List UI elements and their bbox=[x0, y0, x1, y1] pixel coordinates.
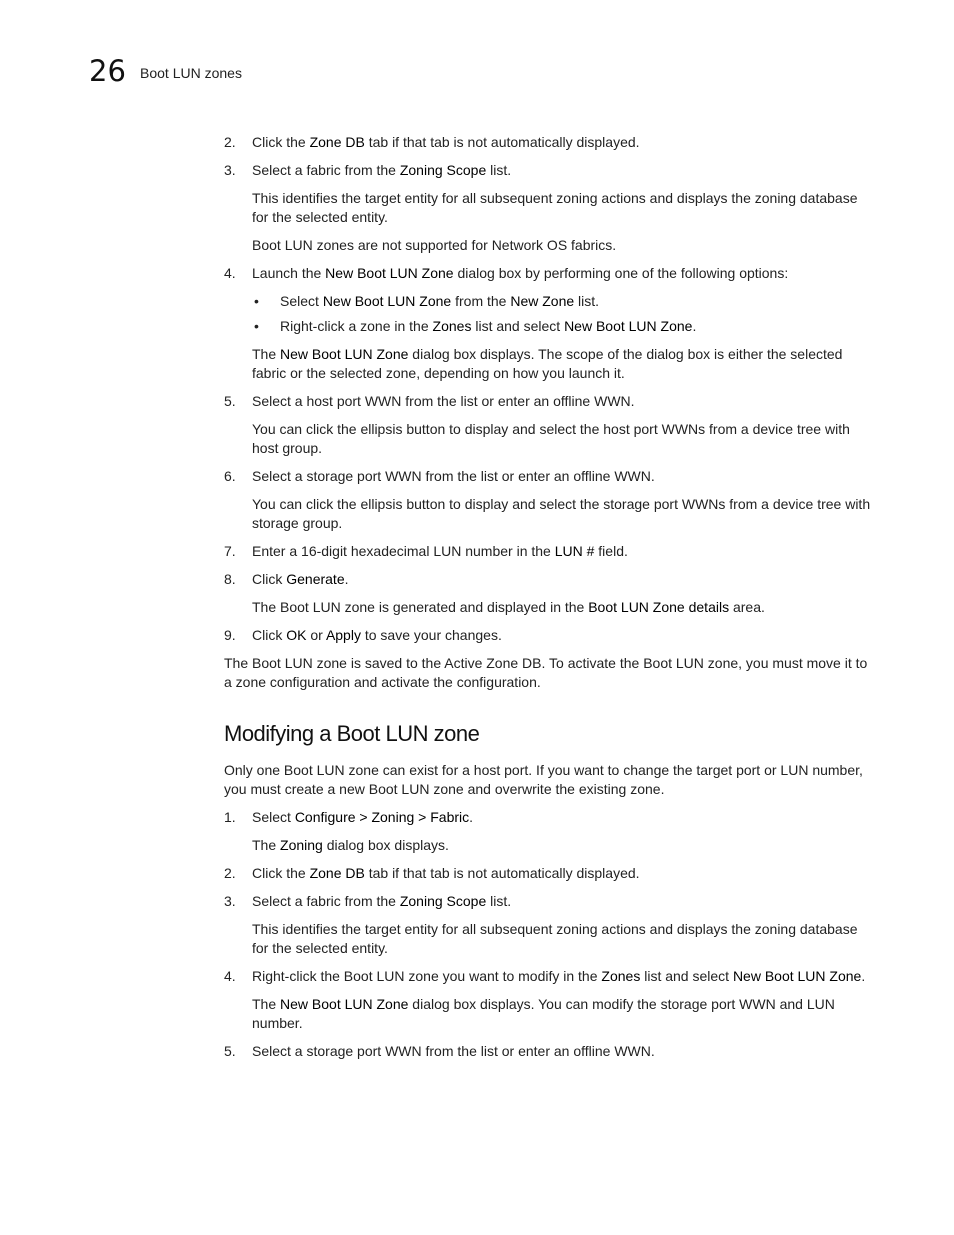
step-number: 7. bbox=[224, 543, 236, 559]
ui-term: LUN # bbox=[554, 543, 595, 559]
ui-term: Zones bbox=[432, 318, 472, 334]
ui-term: Zoning bbox=[280, 837, 323, 853]
step-item: 9. Click OK or Apply to save your changes. bbox=[224, 627, 502, 643]
step-item: 4. Right-click the Boot LUN zone you want to modify in the Zones list and select New Boot LUN Zone. bbox=[224, 968, 866, 984]
bullet-item: • Right-click a zone in the Zones list and select New Boot LUN Zone. bbox=[254, 318, 697, 334]
step-item: 5. Select a storage port WWN from the list or enter an offline WWN. bbox=[224, 1043, 655, 1059]
ui-term: New Boot LUN Zone bbox=[564, 318, 693, 334]
ui-term: Configure > Zoning > Fabric bbox=[294, 809, 470, 825]
page-content bbox=[224, 133, 872, 1070]
step-item: 4. Launch the New Boot LUN Zone dialog box by performing one of the following options: bbox=[224, 265, 789, 281]
step-note: You can click the ellipsis button to display and select the storage port WWNs from a device tree with storage group. bbox=[252, 496, 871, 531]
ui-term: New Boot LUN Zone bbox=[732, 968, 862, 984]
ui-term: Generate bbox=[286, 571, 345, 587]
step-item: 2. Click the Zone DB tab if that tab is not automatically displayed. bbox=[224, 865, 640, 881]
bullet-icon: • bbox=[254, 293, 259, 309]
step-note: The Zoning dialog box displays. bbox=[252, 837, 449, 853]
bullet-icon: • bbox=[254, 318, 259, 334]
step-item: 8. Click Generate. bbox=[224, 571, 349, 587]
bullet-item: • Select New Boot LUN Zone from the New Zone list. bbox=[254, 293, 600, 309]
ui-term: New Zone bbox=[510, 293, 575, 309]
step-note: This identifies the target entity for all subsequent zoning actions and displays the zoning database for the selected entity. bbox=[252, 190, 858, 225]
step-number: 1. bbox=[224, 809, 236, 825]
ui-term: Zone DB bbox=[309, 134, 365, 150]
ui-term: OK bbox=[286, 627, 307, 643]
step-number: 4. bbox=[224, 265, 236, 281]
ui-term: New Boot LUN Zone bbox=[280, 346, 409, 362]
step-number: 4. bbox=[224, 968, 236, 984]
step-item: 7. Enter a 16-digit hexadecimal LUN number in the LUN # field. bbox=[224, 543, 628, 559]
ui-term: New Boot LUN Zone bbox=[322, 293, 452, 309]
step-item: 1. Select Configure > Zoning > Fabric. bbox=[224, 809, 474, 825]
ui-term: Zone DB bbox=[309, 865, 365, 881]
ui-term: New Boot LUN Zone bbox=[280, 996, 409, 1012]
ui-term: Zones bbox=[601, 968, 641, 984]
step-note: The New Boot LUN Zone dialog box displays. The scope of the dialog box is either the selected fabric or the selected zone, depending on how you launch it. bbox=[252, 346, 843, 381]
ui-term: Zoning Scope bbox=[399, 162, 487, 178]
chapter-title: Boot LUN zones bbox=[140, 65, 242, 81]
step-number: 5. bbox=[224, 1043, 236, 1059]
step-number: 9. bbox=[224, 627, 236, 643]
step-number: 2. bbox=[224, 134, 236, 150]
step-note: The Boot LUN zone is generated and displayed in the Boot LUN Zone details area. bbox=[252, 599, 765, 615]
step-note: The New Boot LUN Zone dialog box displays. You can modify the storage port WWN and LUN number. bbox=[252, 996, 835, 1031]
ui-term: Boot LUN Zone details bbox=[588, 599, 730, 615]
step-item: 5. Select a host port WWN from the list or enter an offline WWN. bbox=[224, 393, 635, 409]
intro-paragraph: Only one Boot LUN zone can exist for a host port. If you want to change the target port or LUN number, you must create a new Boot LUN zone and overwrite the existing zone. bbox=[224, 762, 863, 797]
step-item: 2. Click the Zone DB tab if that tab is not automatically displayed. bbox=[224, 134, 640, 150]
step-note: You can click the ellipsis button to display and select the host port WWNs from a device tree with host group. bbox=[252, 421, 850, 456]
step-item: 3. Select a fabric from the Zoning Scope list. bbox=[224, 162, 512, 178]
chapter-number: 26 bbox=[89, 54, 126, 88]
closing-paragraph: The Boot LUN zone is saved to the Active Zone DB. To activate the Boot LUN zone, you must move it to a zone configuration and activate the configuration. bbox=[224, 655, 868, 690]
step-number: 8. bbox=[224, 571, 236, 587]
step-number: 3. bbox=[224, 162, 236, 178]
step-number: 6. bbox=[224, 468, 236, 484]
step-number: 5. bbox=[224, 393, 236, 409]
ui-term: Zoning Scope bbox=[399, 893, 487, 909]
step-number: 3. bbox=[224, 893, 236, 909]
section-heading: Modifying a Boot LUN zone bbox=[224, 721, 480, 746]
ui-term: New Boot LUN Zone bbox=[325, 265, 454, 281]
step-item: 3. Select a fabric from the Zoning Scope list. bbox=[224, 893, 512, 909]
step-note: This identifies the target entity for all subsequent zoning actions and displays the zoning database for the selected entity. bbox=[252, 921, 858, 956]
ui-term: Apply bbox=[325, 627, 361, 643]
step-note: Boot LUN zones are not supported for Network OS fabrics. bbox=[252, 237, 617, 253]
step-item: 6. Select a storage port WWN from the list or enter an offline WWN. bbox=[224, 468, 655, 484]
step-number: 2. bbox=[224, 865, 236, 881]
